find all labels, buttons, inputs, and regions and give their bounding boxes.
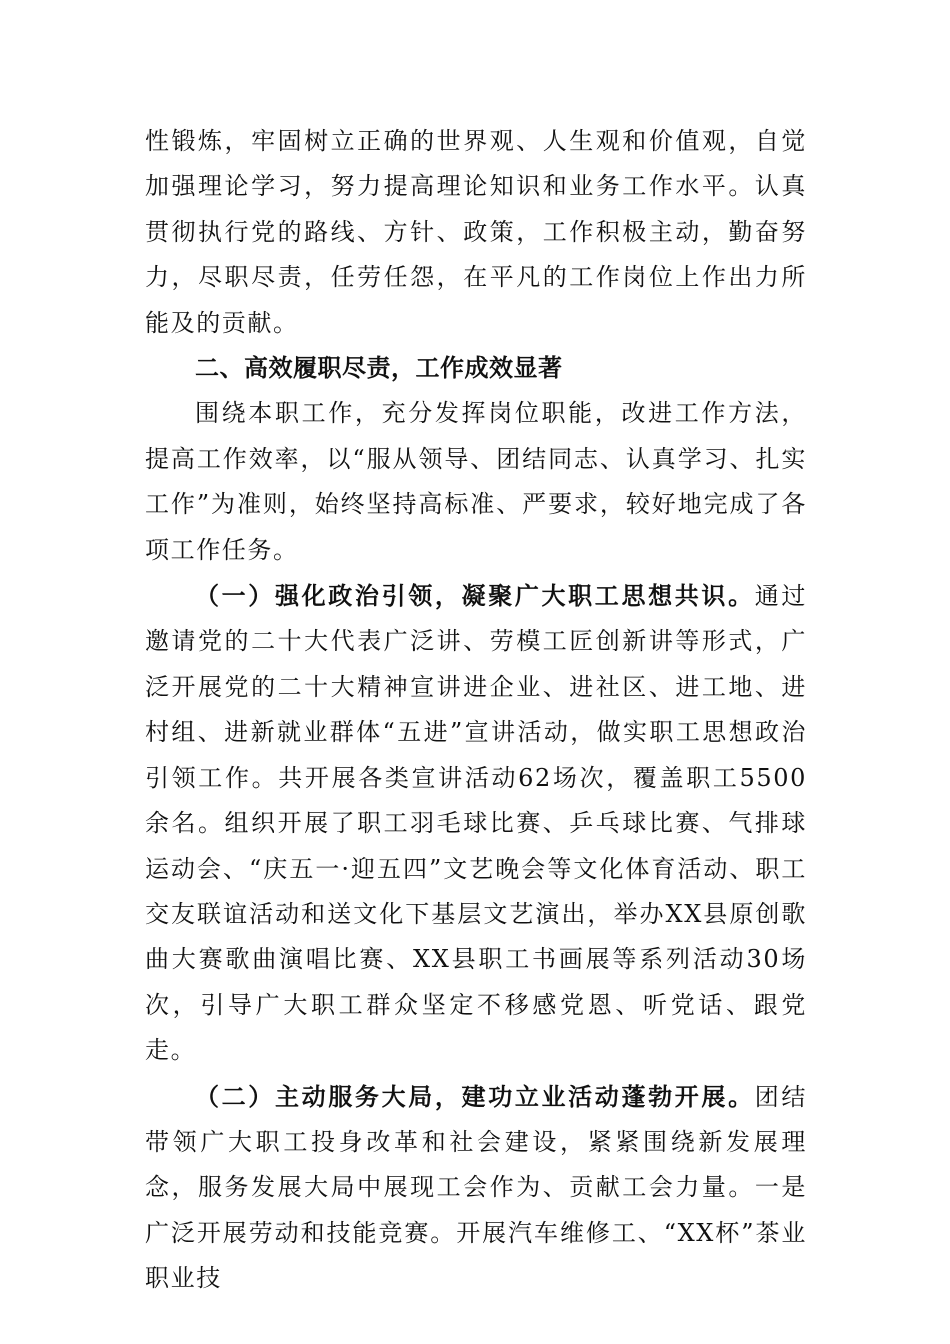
paragraph-section-1 [145,573,807,1073]
section-2-body: 团结带领广大职工投身改革和社会建设，紧紧围绕新发展理念，服务发展大局中展现工会作为、贡献工会力量。一是广泛开展劳动和技能竞赛。开展汽车维修工、“XX杯”茶业职业技 [145,1082,807,1293]
paragraph-overview: 围绕本职工作，充分发挥岗位职能，改进工作方法，提高工作效率，以“服从领导、团结同志、认真学习、扎实工作”为准则，始终坚持高标准、严要求，较好地完成了各项工作任务。 [145,399,807,564]
section-1-body: 通过邀请党的二十大代表广泛讲、劳模工匠创新讲等形式，广泛开展党的二十大精神宣讲进企业、进社区、进工地、进村组、进新就业群体“五进”宣讲活动，做实职工思想政治引领工作。共开展各类宣讲活动62场次，覆盖职工5500余名。组织开展了职工羽毛球比赛、乒乓球比赛、气排球运动会、“庆五一·迎五四”文艺晚会等文化体育活动、职工交友联谊活动和送文化下基层文艺演出，举办XX县原创歌曲大赛歌曲演唱比赛、XX县职工书画展等系列活动30场次，引导广大职工群众坚定不移感党恩、听党话、跟党走。 [145,582,807,1065]
section-2-lead: （二）主动服务大局，建功立业活动蓬勃开展。 [195,1081,755,1111]
document-page [145,119,807,1302]
paragraph-intro: 性锻炼，牢固树立正确的世界观、人生观和价值观，自觉加强理论学习，努力提高理论知识和业务工作水平。认真贯彻执行党的路线、方针、政策，工作积极主动，勤奋努力，尽职尽责，任劳任怨，在平凡的工作岗位上作出力所能及的贡献。 [145,127,807,337]
section-heading-2: 二、高效履职尽责，工作成效显著 [195,354,563,383]
section-1-lead: （一）强化政治引领，凝聚广大职工思想共识。 [195,581,755,611]
paragraph-section-2 [145,1074,807,1302]
